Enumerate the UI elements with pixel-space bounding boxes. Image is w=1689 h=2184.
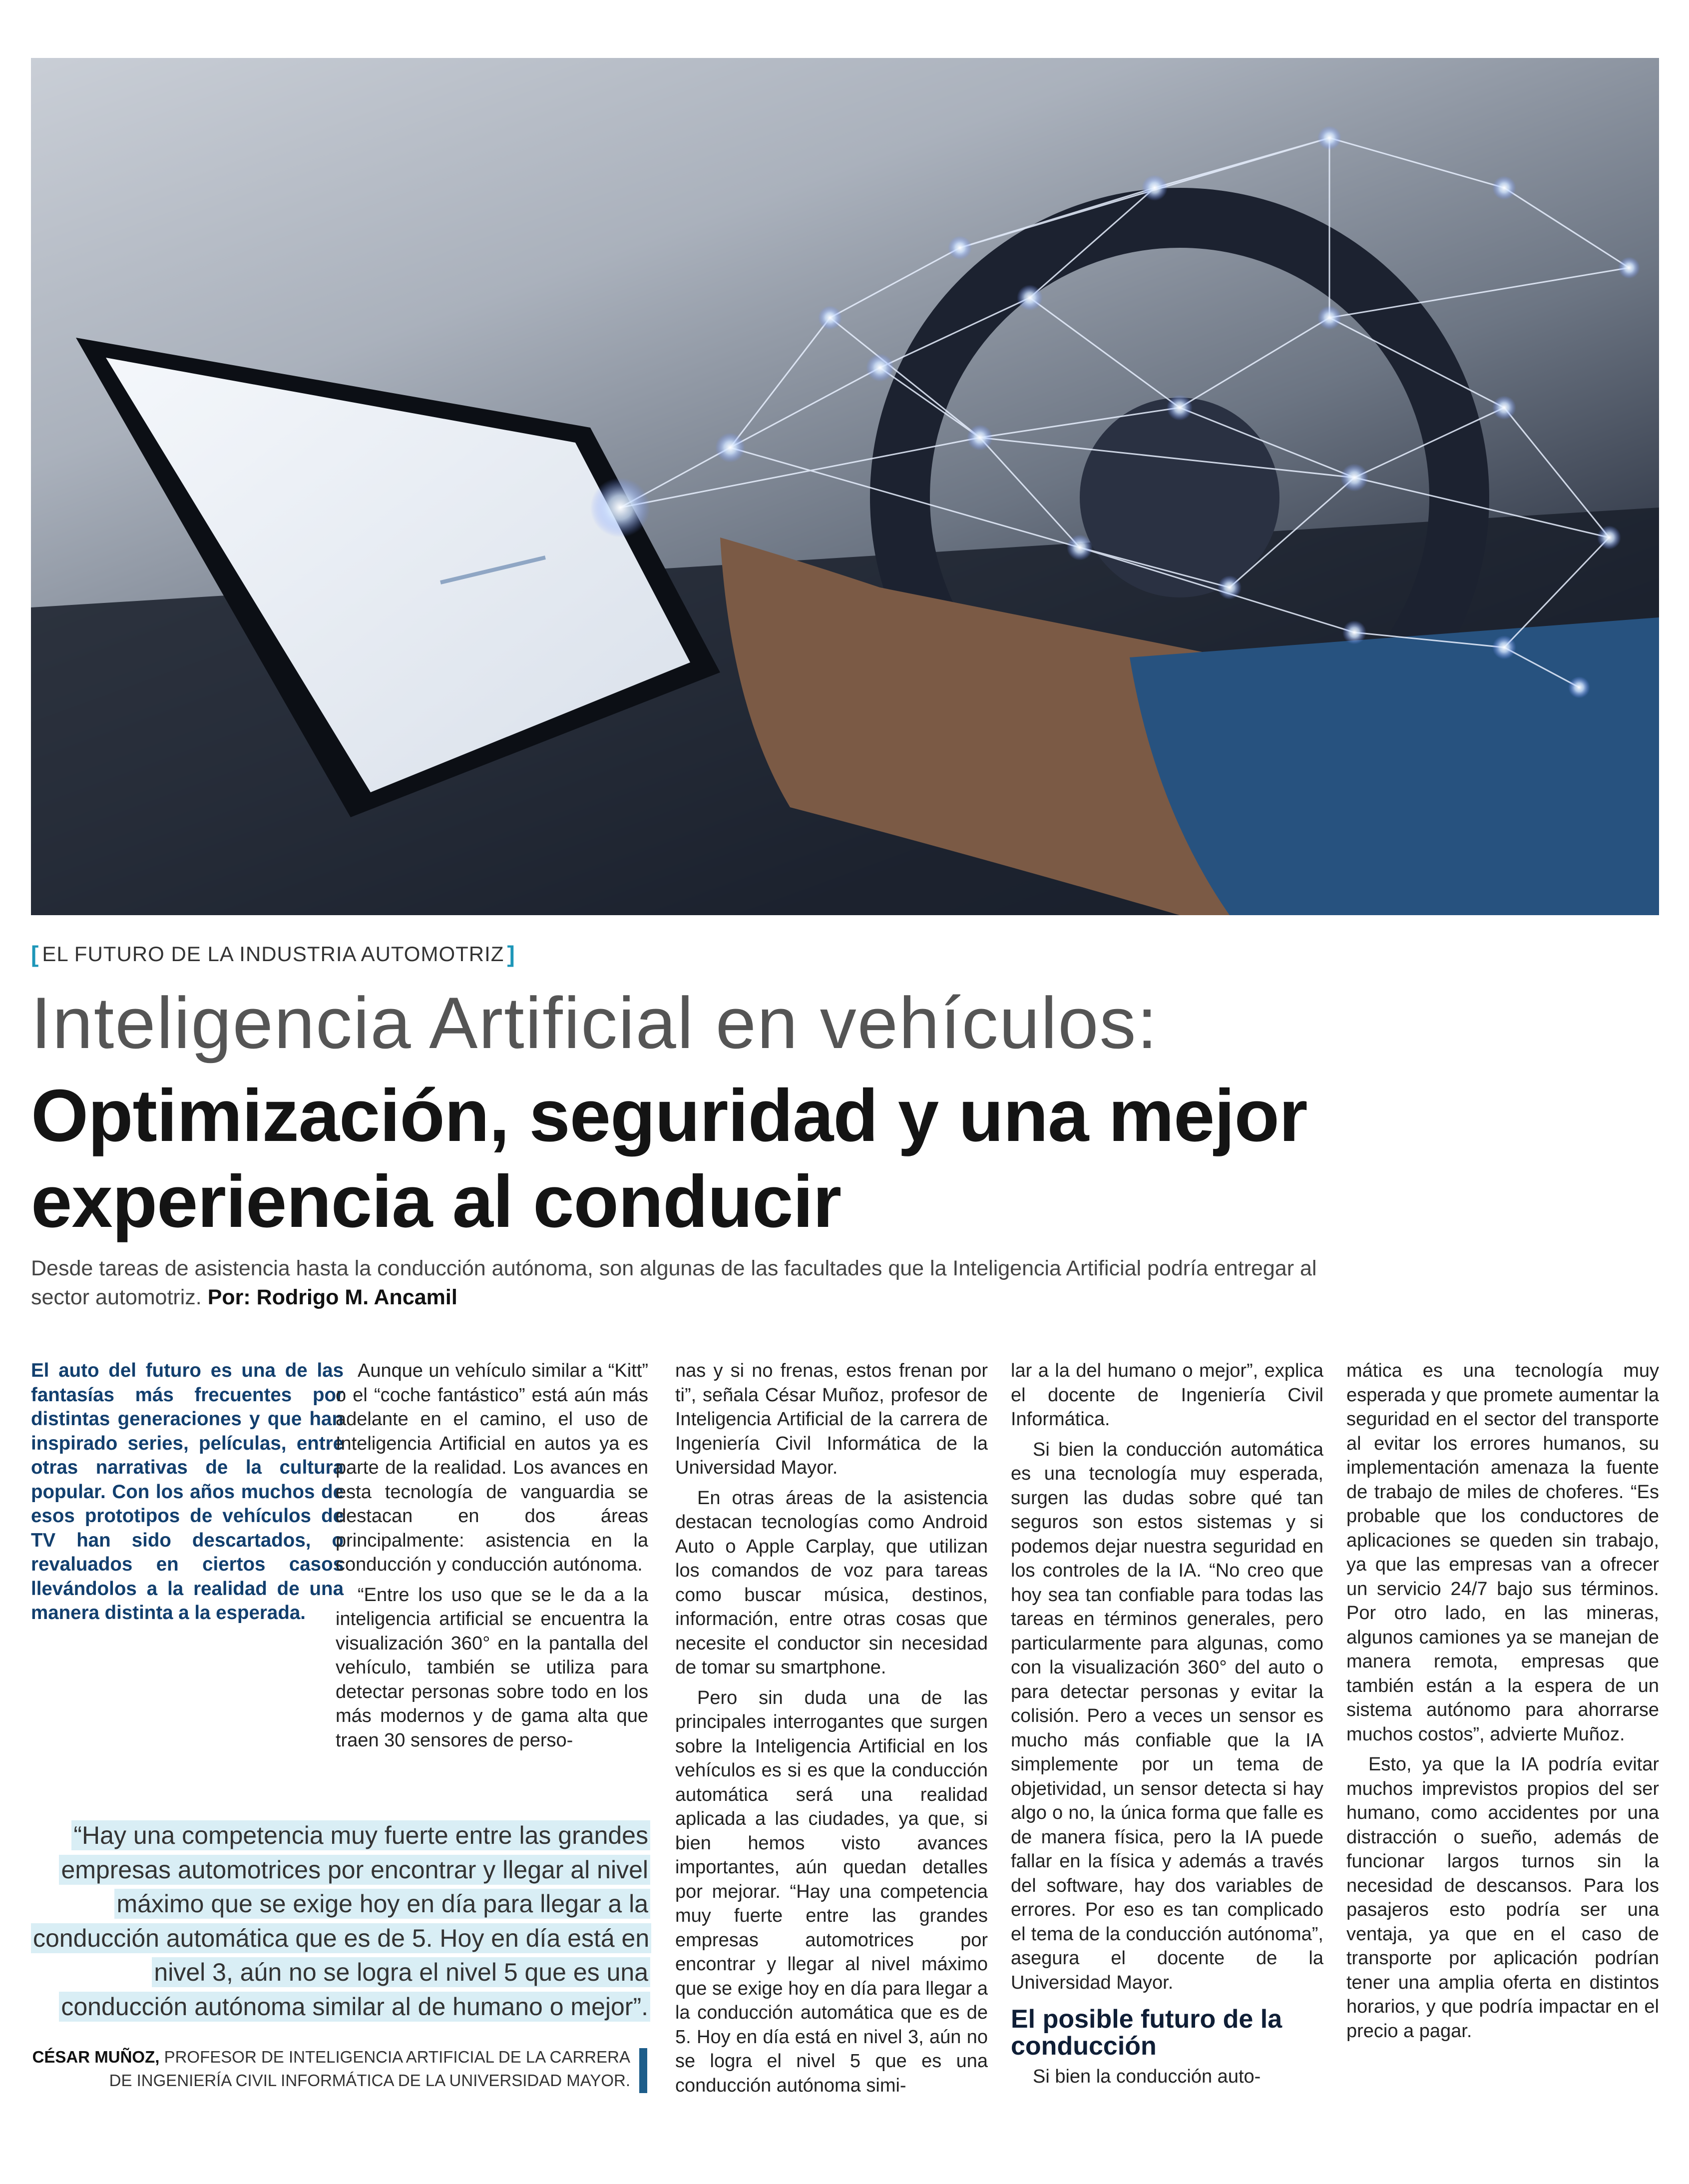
pull-quote: [31, 1818, 650, 2024]
section-subhead: El posible futuro de la conducción: [1011, 2005, 1282, 2061]
body-paragraph: lar a la del humano o mejor”, explica el docente de Ingeniería Civil Informática.: [1011, 1360, 1323, 1430]
body-column-3: [675, 1359, 988, 2104]
body-column-5: [1346, 1359, 1659, 2049]
body-paragraph: mática es una tecnología muy esperada y que promete aumentar la seguridad en el sector del transporte al evitar los errores humanos, su implementación amenaza la fuente de trabajo de miles de choferes. “Es probable que los conductores de aplicaciones se queden sin trabajo, ya que las empresas van a ofrecer un servicio 24/7 bajo sus términos. Por otro lado, en las mineras, algunos camiones ya se manejan de manera remota, empresas que también están a la espera de un sistema autónomo para ahorrarse muchos costos”, advierte Muñoz.: [1346, 1360, 1659, 1745]
section-kicker: [31, 939, 515, 969]
lead-column: [31, 1359, 344, 1632]
body-paragraph: Aunque un vehículo similar a “Kitt” o el “coche fantástico” está aún más adelante en el camino, el uso de Inteligencia Artificial en autos ya es parte de la realidad. Los avances en esta tecnología de vanguardia se destacan en dos áreas principalmente: asistencia en la conducción y conducción autónoma.: [336, 1360, 648, 1575]
kicker-open-bracket: [: [31, 941, 39, 967]
attribution-name: CÉSAR MUÑOZ,: [32, 2048, 160, 2066]
attribution-bar: [639, 2048, 647, 2093]
byline: Por: Rodrigo M. Ancamil: [207, 1285, 457, 1309]
body-column-4: [1011, 1359, 1323, 2095]
body-column-2: [336, 1359, 648, 1758]
headline-bold: Optimización, seguridad y una mejor experiencia al conducir: [31, 1075, 1307, 1243]
kicker-text: EL FUTURO DE LA INDUSTRIA AUTOMOTRIZ: [42, 942, 504, 966]
hero-illustration: [31, 58, 1659, 915]
lead-paragraph: El auto del futuro es una de las fantasías más frecuentes por distintas generaciones y que han inspirado series, películas, entre otras narrativas de la cultura popular. Con los años muchos de esos prototipos de vehículos de TV han sido descartados, o revaluados en ciertos casos llevándolos a la realidad de una manera distinta a la esperada.: [31, 1360, 344, 1624]
body-paragraph: Pero sin duda una de las principales interrogantes que surgen sobre la Inteligencia Artificial en los vehículos es si es que la conducción automática será una realidad aplicada a las ciudades, ya que, si bien hemos visto avances importantes, aún quedan detalles por mejorar. “Hay una competencia muy fuerte entre las grandes empresas automotrices por encontrar y llegar al nivel máximo que se exige hoy en día para llegar a la conducción automática que es de 5. Hoy en día está en nivel 3, aún no se logra el nivel 5 que es una conducción autónoma simi-: [675, 1687, 988, 2096]
hero-image: [31, 58, 1659, 915]
body-paragraph: “Entre los uso que se le da a la inteligencia artificial se encuentra la visualización 360° en la pantalla del vehículo, también se utiliza para detectar personas sobre todo en los más modernos y de gama alta que traen 30 sensores de perso-: [336, 1584, 648, 1751]
attribution-role: PROFESOR DE INTELIGENCIA ARTIFICIAL DE LA CARRERA DE INGENIERÍA CIVIL INFORMÁTICA DE LA UNIVERSIDAD MAYOR.: [109, 2048, 630, 2090]
dek-text: Desde tareas de asistencia hasta la conducción autónoma, son algunas de las facultades que la Inteligencia Artificial podría entregar al sector automotriz.: [31, 1256, 1317, 1309]
body-paragraph: Esto, ya que la IA podría evitar muchos imprevistos propios del ser humano, como accidentes por una distracción o sueño, además de funcionar largos turnos sin la necesidad de descansos. Para los pasajeros esto podría ser una ventaja, ya que en el caso de transporte por aplicación podrían tener una amplia oferta en distintos horarios, y que podría impactar en el precio a pagar.: [1346, 1754, 1659, 2042]
headline-light: Inteligencia Artificial en vehículos:: [31, 982, 1159, 1064]
body-paragraph: Si bien la conducción auto-: [1033, 2066, 1261, 2087]
body-paragraph: En otras áreas de la asistencia destacan tecnologías como Android Auto o Apple Carplay, que utilizan los comandos de voz para tareas como buscar música, destinos, información, entre otras cosas que necesite el conductor sin necesidad de tomar su smartphone.: [675, 1487, 988, 1678]
kicker-close-bracket: ]: [507, 941, 515, 967]
article-dek: [31, 1254, 1339, 1312]
quote-attribution: [31, 2045, 630, 2092]
body-paragraph: Si bien la conducción automática es una tecnología muy esperada, surgen las dudas sobre qué tan seguros son estos sistemas y si podemos dejar nuestra seguridad en los controles de la IA. “No creo que hoy sea tan confiable para todas las tareas en términos generales, pero particularmente para algunas, como con la visualización 360° del auto o para detectar personas y evitar la colisión. Pero a veces un sensor es mucho más confiable que la IA simplemente por un tema de objetividad, un sensor detecta si hay algo o no, la única forma que falle es de manera física, pero la IA puede fallar en la física y además a través del software, hay dos variables de errores. Por eso es tan complicado el tema de la conducción autónoma”, asegura el docente de la Universidad Mayor.: [1011, 1439, 1323, 1993]
pull-quote-text: “Hay una competencia muy fuerte entre las grandes empresas automotrices por encontrar y llegar al nivel máximo que se exige hoy en día para llegar a la conducción automática que es de 5. Hoy en día está en nivel 3, aún no se logra el nivel 5 que es una conducción autónoma similar al de humano o mejor”.: [31, 1820, 651, 2022]
body-paragraph: nas y si no frenas, estos frenan por ti”, señala César Muñoz, profesor de Inteligencia Artificial de la carrera de Ingeniería Civil Informática de la Universidad Mayor.: [675, 1360, 988, 1478]
